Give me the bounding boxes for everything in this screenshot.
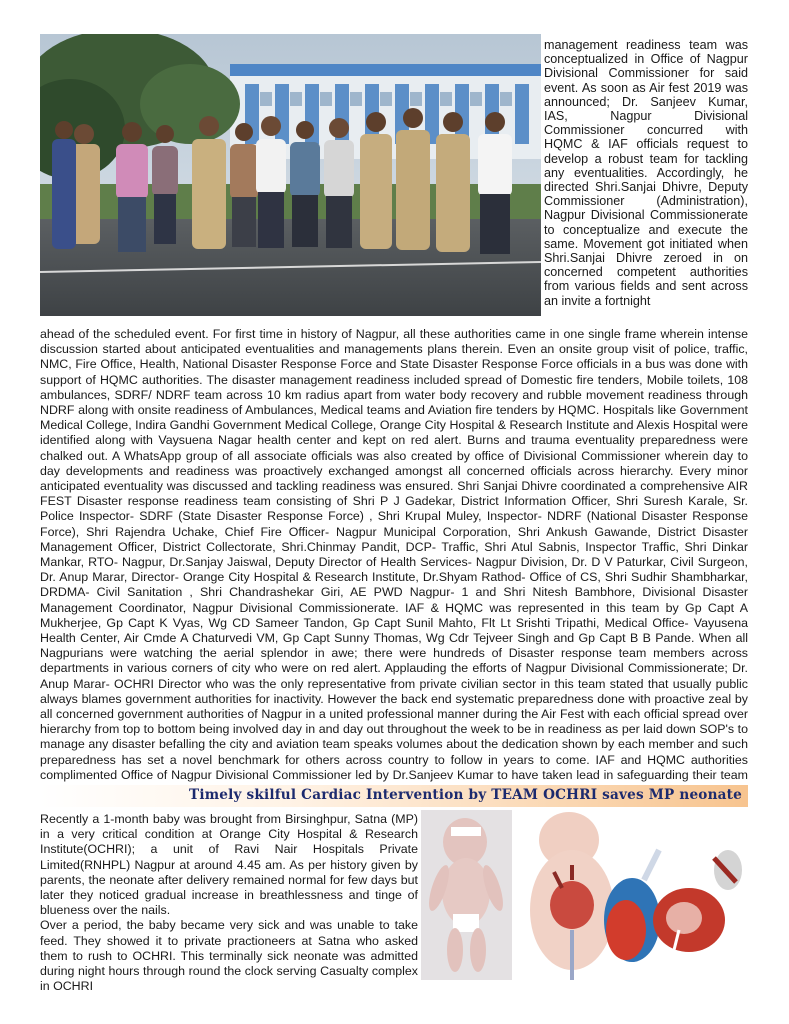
article-body: ahead of the scheduled event. For first time in history of Nagpur, all these authorities came in one single frame wherein intense discussion started about anticipated eventualities and managements plans therein. Even an onsite group visit of police, traffic, NMC, Fire Office, Health, National Disaster Response Force and State Disaster Response Force officials in a bus was done with support of HQMC authorities. The disaster management readiness included spread of Domestic fire tenders, Mobile toilets, 108 ambulances, SDRF/ NDRF team across 10 km radius apart from water body recovery and rubble movement readiness through NDRF along with onsite readiness of Ambulances, Medical teams and Aviation fire tenders by HQMC. Hospitals like Government Medical College, Indira Gandhi Government Medical College, Orange City Hospital & Research Institute and Alexis Hospital were identified along with Vaysuena Nagar health center and kept on red alert. Burns and trauma eventuality preparedness were chalked out. A WhatsApp group of all associate officials was also created by office of Divisional Commissioner wherein day to day developments and readiness was proactively exchanged amongst all concerned officials across hierarchy. Every minor anticipated eventuality was discussed and tackling readiness was ensured. Shri Sanjai Dhivre coordinated a comprehensive AIR FEST Disaster response readiness team consisting of Shri P J Gadekar, District Information Officer, Shri Suresh Karale, Sr. Police Inspector- SDRF (State Disaster Response Force) , Shri Krupal Muley, Inspector- NDRF (National Disaster Response Force), Shri Rajendra Uchake, Chief Fire Officer- Nagpur Municipal Corporation, Shri Ankush Gawande, District Disaster Management Officer, District Collectorate, Shri.Chinmay Pandit, DCP- Traffic, Shri Atul Sabnis, Inspector Traffic, Shri Dinkar Mankar, RTO- Nagpur, Dr.Sanjay Jaiswal, Deputy Director of Health Services- Nagpur Division, Dr. D V Paturkar, Civil Surgeon, Dr. Anup Marar, Director- Orange City Hospital & Research Institute, Dr.Shyam Rathod- Office of CS, Shri Sudhir Shambharkar, DRDMA- Civil Sanitation , Shri Chandrashekar Giri, AE PWD Nagpur- 1 and Shri Nitesh Bambhore, Divisional Disaster Management Coordinator, Nagpur Divisional Commissionerate. IAF & HQMC was represented in this team by Gp Capt A Mukherjee, Gp Capt K Vyas, Wg CD Sameer Tandon, Gp Capt Sunil Mahto, Flt Lt Srishti Tripathi, Medical Office- Vayusena Health Center, Air Cmde A Chaturvedi VM, Gp Capt Sunny Thomas, Wg Cdr Tejveer Singh and Gp Capt B B Pande. When all Nagpurians were watching the aerial splendor in awe; there were hundreds of Disaster response team members across departments in various corners of city who were on red alert. Applauding the efforts of Nagpur Divisional Commissionerate; Dr. Anup Marar- OCHRI Director who was the only representative from private civilian sector in this team stated that usually public always blames government authorities for inactivity. However the back end systematic preparedness done with proactive zeal by all concerned government authorities of Nagpur in a united professional manner during the Air Fest with each official spread over hierarchy from top to bottom being involved day in and day out throughout the week to be in readiness as per laid down SOP's to manage any disaster befalling the city and aviation team speaks volumes about the dedication shown by each member and such preparedness has set a novel benchmark for others across country to follow in years to come. IAF and HQMC authorities complimented Office of Nagpur Divisional Commissioner led by Dr.Sanjeev Kumar to have taken lead in safeguarding their team xyxy=(40,327,748,782)
section-headline: Timely skilful Cardiac Intervention by TEAM OCHRI saves MP neonate xyxy=(189,787,742,803)
cardiac-illustration xyxy=(514,810,748,980)
cardiac-paragraph-1: Recently a 1-month baby was brought from Birsinghpur, Satna (MP) in a very critical condition at Orange City Hospital & Research Institute(OCHRI); a unit of Ravi Nair Hospitals Private Limited(RNHPL) Nagpur at around 4.45 am. As per history given by parents, the neonate after delivery remained normal for few days but later they noticed gradual increase in breathlessness and tinge of blueness over the nails. xyxy=(40,812,418,918)
cardiac-paragraph-2: Over a period, the baby became very sick and was unable to take feed. They showed it to private practioneers at Satna who asked them to rush to OCHRI. This terminally sick neonate was admitted during night hours through round the clock serving Casualty complex in OCHRI xyxy=(40,918,418,994)
cardiac-article-text xyxy=(40,812,418,994)
group-photo xyxy=(40,34,541,316)
section-headline-bar xyxy=(40,785,748,807)
neonate-photo xyxy=(421,810,512,980)
article-right-column: management readiness team was conceptualized in Office of Nagpur Divisional Commissioner for said event. As soon as Air fest 2019 was announced; Dr. Sanjeev Kumar, IAS, Nagpur Divisional Commissioner concurred with HQMC & IAF officials request to develop a robust team for tackling any eventualities. Accordingly, he directed Shri.Sanjai Dhivre, Deputy Commissioner (Administration), Nagpur Divisional Commissionerate to conceptualize and execute the same. Movement got initiated when Shri.Sanjai Dhivre zeroed in on concerned competent authorities from various fields and sent across an invite a fortnight xyxy=(544,38,748,308)
